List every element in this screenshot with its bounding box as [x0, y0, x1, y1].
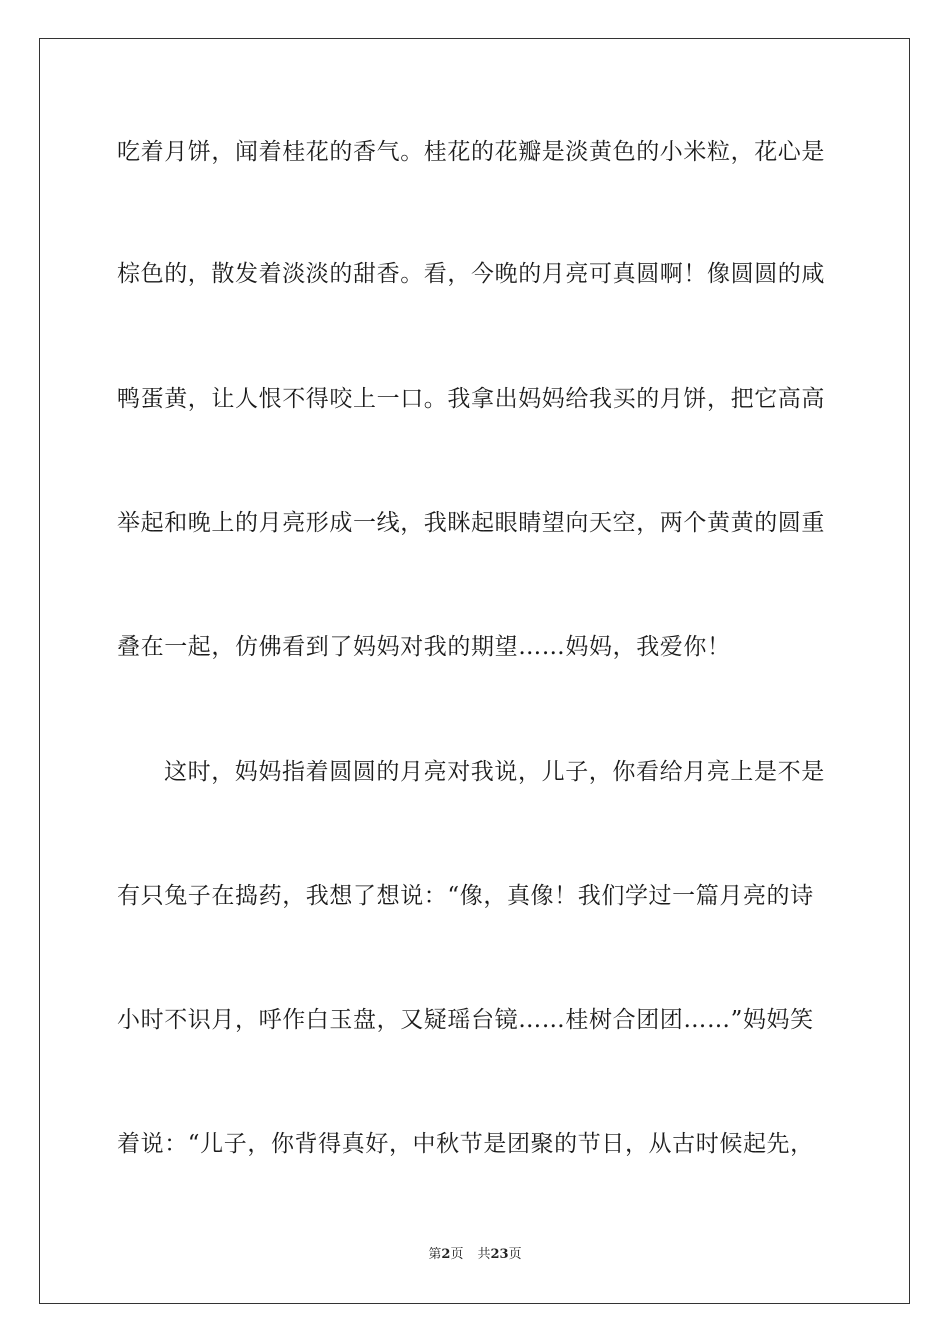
total-suffix: 页 — [508, 1247, 522, 1262]
total-prefix: 共 — [477, 1247, 491, 1262]
page-border — [39, 38, 910, 1304]
page-number: 2 — [441, 1247, 451, 1262]
text-line: 举起和晚上的月亮形成一线，我眯起眼睛望向天空，两个黄黄的圆重 — [117, 510, 825, 536]
total-pages: 23 — [490, 1247, 509, 1262]
page-footer — [0, 1246, 950, 1264]
text-line: 着说：“儿子，你背得真好，中秋节是团聚的节日，从古时候起先， — [117, 1131, 814, 1157]
text-line: 叠在一起，仿佛看到了妈妈对我的期望……妈妈，我爱你！ — [117, 634, 731, 660]
text-line: 棕色的，散发着淡淡的甜香。看，今晚的月亮可真圆啊！像圆圆的咸 — [117, 261, 825, 287]
text-line: 吃着月饼，闻着桂花的香气。桂花的花瓣是淡黄色的小米粒，花心是 — [117, 139, 825, 165]
page-prefix: 第 — [428, 1247, 442, 1262]
text-line-indented: 这时，妈妈指着圆圆的月亮对我说，儿子，你看给月亮上是不是 — [164, 759, 825, 785]
text-line: 有只兔子在捣药，我想了想说：“像，真像！我们学过一篇月亮的诗 — [117, 883, 814, 909]
text-line: 鸭蛋黄，让人恨不得咬上一口。我拿出妈妈给我买的月饼，把它高高 — [117, 386, 825, 412]
page-suffix: 页 — [450, 1247, 464, 1262]
text-line: 小时不识月，呼作白玉盘，又疑瑶台镜……桂树合团团……”妈妈笑 — [117, 1007, 814, 1033]
